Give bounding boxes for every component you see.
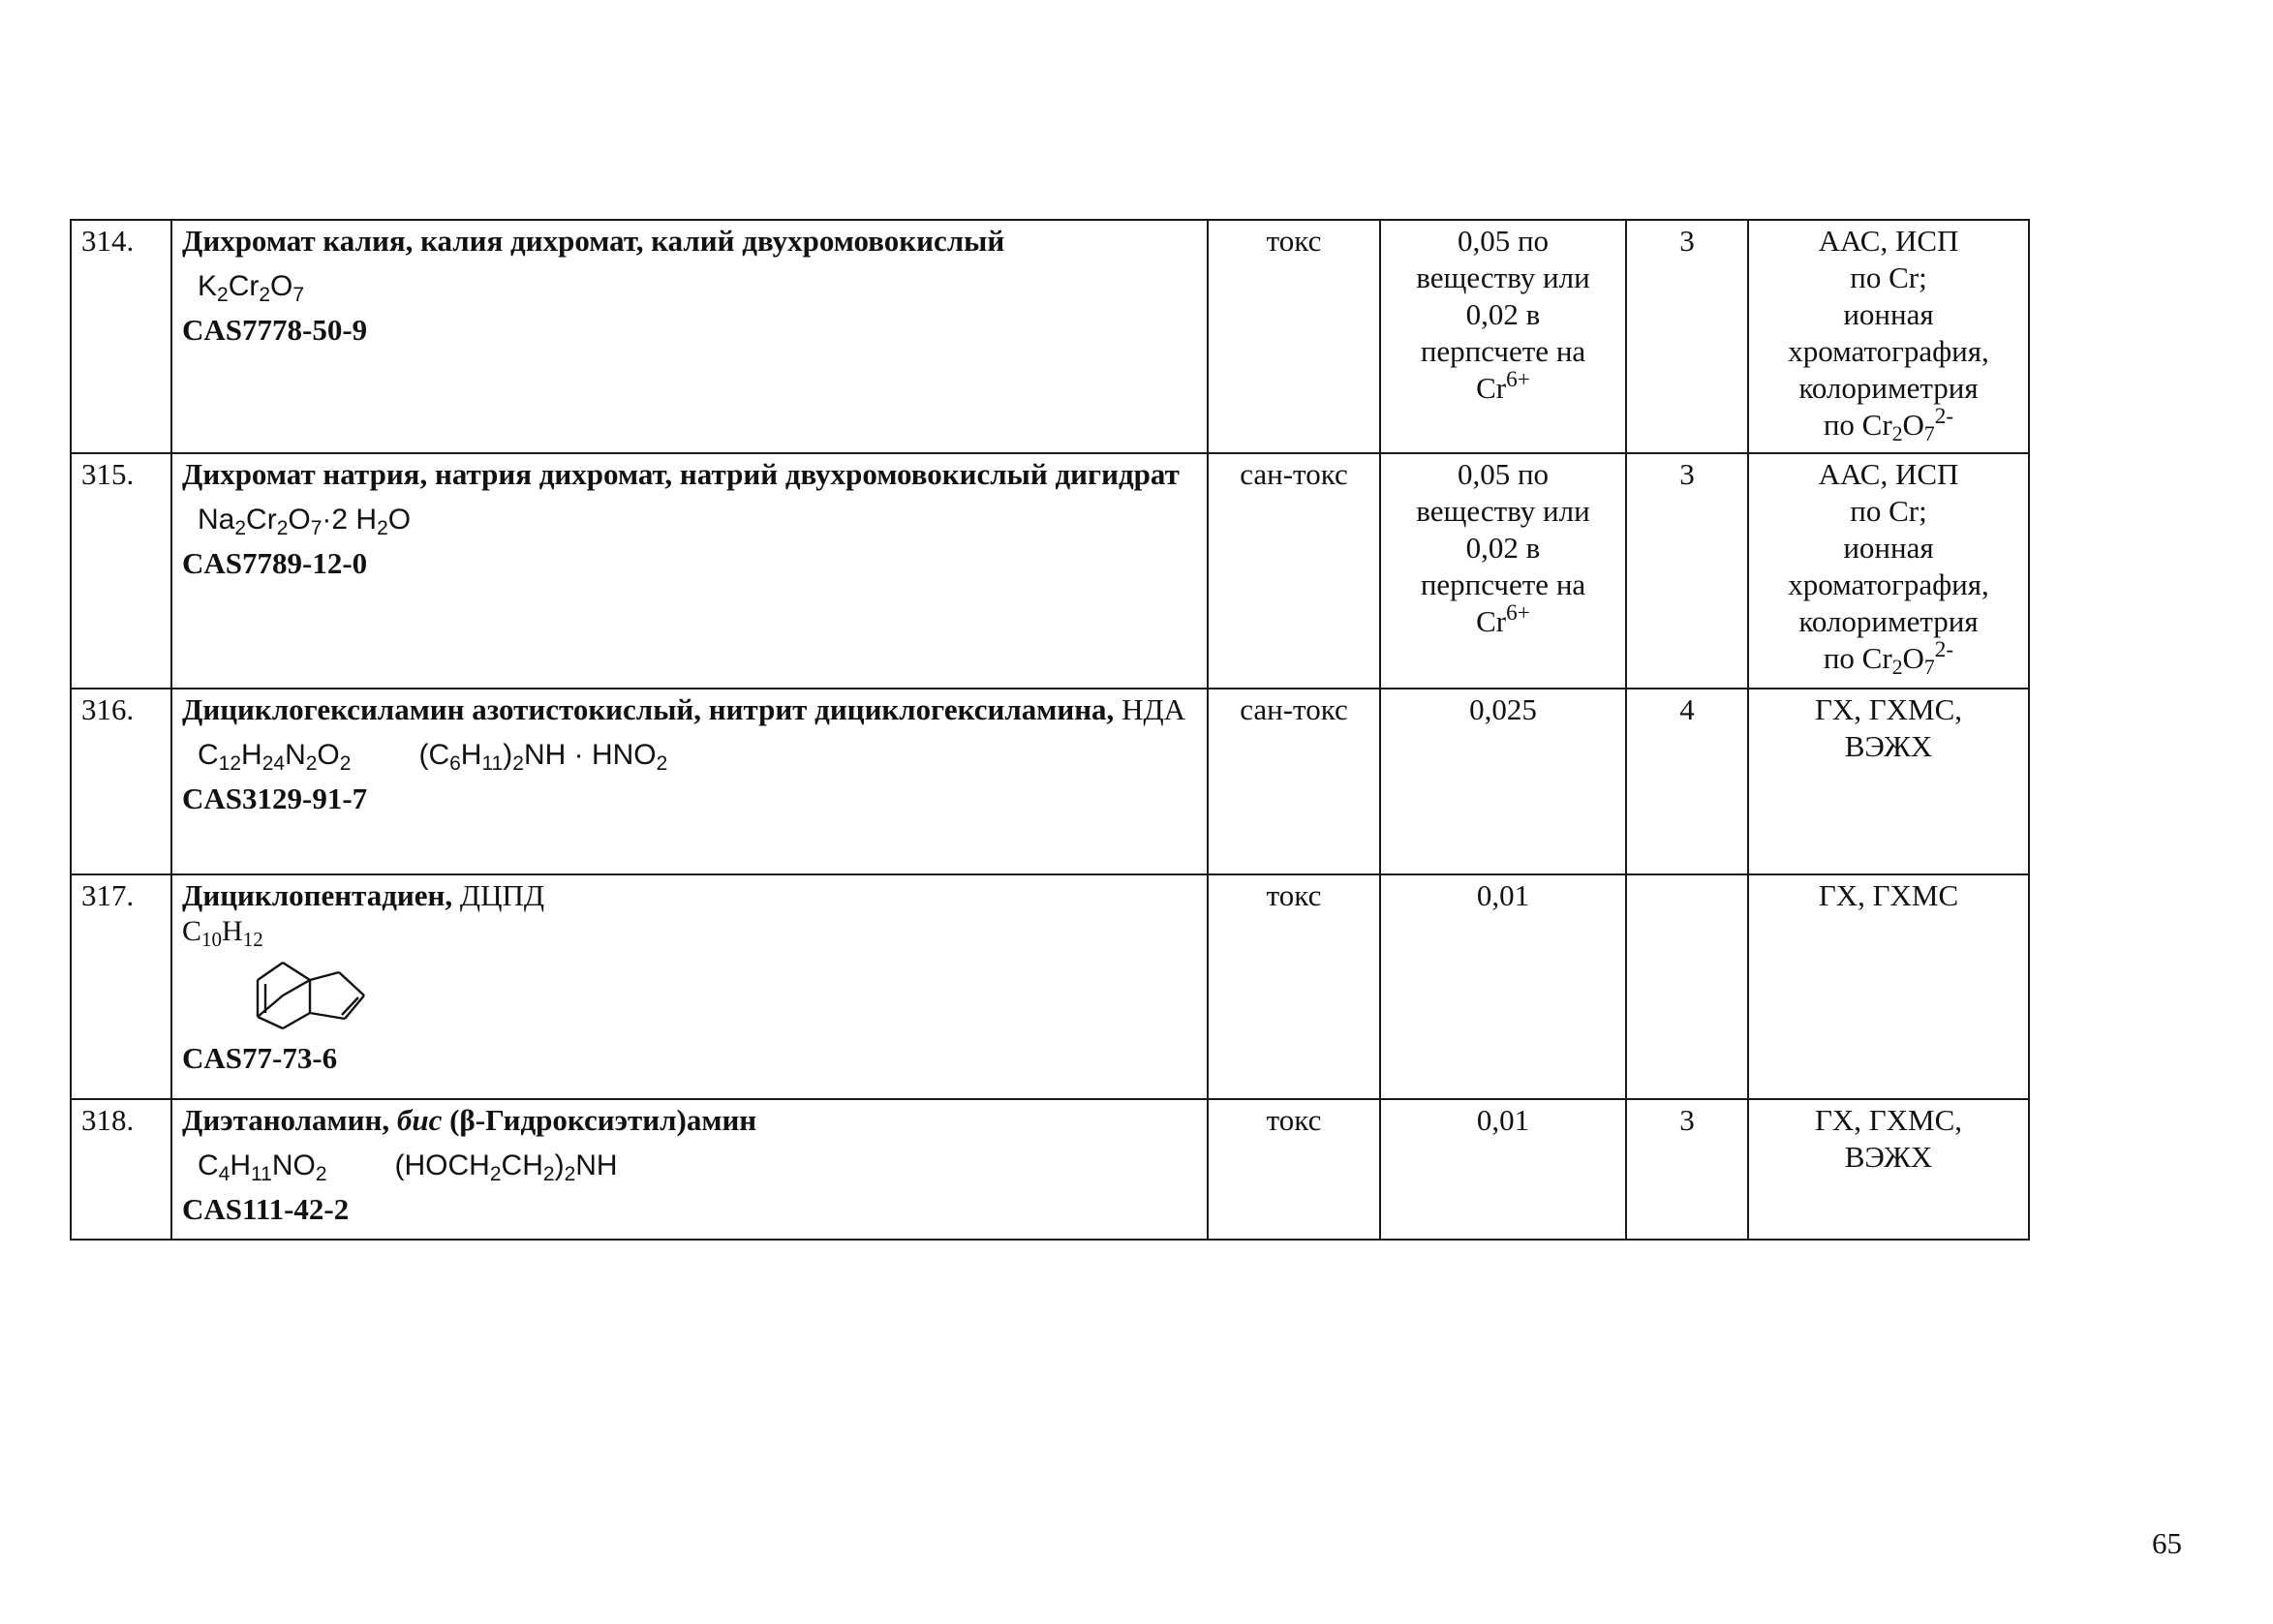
chemical-formula: $Na_2Cr_2O_7\cdot 2$ $H_2O$ — [198, 504, 412, 539]
substance-synonym: НДА — [1121, 692, 1185, 726]
hazard-cell: токс — [1208, 220, 1380, 453]
methods-cell: ААС, ИСП по Cr; ионная хроматография, колориметрия по $Cr_2O_7^{2-}$ — [1748, 453, 2029, 689]
class-cell: 3 — [1626, 453, 1748, 689]
value-cell: 0,025 — [1380, 689, 1626, 874]
chemical-formula: $K_2Cr_2O_7$ — [198, 270, 305, 306]
cas-number: CAS7778-50-9 — [182, 313, 368, 347]
value-cell: 0,01 — [1380, 874, 1626, 1099]
substance-cell — [171, 874, 1208, 1099]
table-row — [71, 689, 2029, 874]
table-row — [71, 220, 2029, 453]
structural-formula: $(HOCH_2CH_2)_2NH$ — [394, 1149, 618, 1185]
chemical-formula: $C_{12}H_{24}N_2O_2$ $(C_6H_{11})_2NH \cdot HNO_2$ — [198, 739, 668, 775]
table-row — [71, 874, 2029, 1099]
cas-number: CAS7789-12-0 — [182, 546, 368, 580]
substance-name: Дициклогексиламин азотистокислый, нитрит дициклогексиламина, НДА — [182, 692, 1185, 726]
value-cell: 0,01 — [1380, 1099, 1626, 1240]
substance-cell — [171, 689, 1208, 874]
substance-name: Диэтаноламин, бис (β-Гидроксиэтил)амин — [182, 1103, 757, 1137]
value-cell: 0,05 по веществу или 0,02 в перпсчете на $Cr^{6+}$ — [1380, 453, 1626, 689]
hazard-cell: сан-токс — [1208, 453, 1380, 689]
substance-cell — [171, 220, 1208, 453]
cas-number: CAS111-42-2 — [182, 1192, 350, 1226]
structural-formula: $(C_6H_{11})_2NH \cdot HNO_2$ — [418, 739, 668, 775]
hazard-cell: токс — [1208, 874, 1380, 1099]
table-row — [71, 1099, 2029, 1240]
methods-cell: ГХ, ГХМС — [1748, 874, 2029, 1099]
substance-name: Дихромат калия, калия дихромат, калий двухромовокислый — [182, 224, 1005, 258]
hazard-cell: токс — [1208, 1099, 1380, 1240]
substance-cell — [171, 453, 1208, 689]
methods-cell: ГХ, ГХМС, ВЭЖХ — [1748, 1099, 2029, 1240]
page-number: 65 — [2152, 1526, 2182, 1560]
cas-number: CAS3129-91-7 — [182, 781, 368, 815]
dicyclopentadiene-structure — [250, 953, 395, 1034]
cas-number: CAS77-73-6 — [182, 1041, 338, 1075]
row-number: 315. — [71, 453, 171, 689]
class-cell: 3 — [1626, 1099, 1748, 1240]
substance-name: Дициклопентадиен, ДЦПД — [182, 878, 544, 912]
substance-name: Дихромат натрия, натрия дихромат, натрий двухромовокислый дигидрат — [182, 457, 1180, 491]
row-number: 317. — [71, 874, 171, 1099]
methods-cell: ААС, ИСП по Cr; ионная хроматография, колориметрия по $Cr_2O_7^{2-}$ — [1748, 220, 2029, 453]
methods-cell: ГХ, ГХМС, ВЭЖХ — [1748, 689, 2029, 874]
chemical-formula: $C_4H_{11}NO_2$ $(HOCH_2CH_2)_2NH$ — [198, 1149, 618, 1185]
substance-cell — [171, 1099, 1208, 1240]
row-number: 318. — [71, 1099, 171, 1240]
hazard-cell: сан-токс — [1208, 689, 1380, 874]
class-cell: 3 — [1626, 220, 1748, 453]
row-number: 316. — [71, 689, 171, 874]
class-cell: 4 — [1626, 689, 1748, 874]
table-row — [71, 453, 2029, 689]
class-cell — [1626, 874, 1748, 1099]
substance-table — [70, 219, 2030, 1241]
row-number: 314. — [71, 220, 171, 453]
substance-synonym: ДЦПД — [459, 878, 544, 912]
value-cell: 0,05 по веществу или 0,02 в перпсчете на $Cr^{6+}$ — [1380, 220, 1626, 453]
chemical-formula: $C_{10}H_{12}$ — [182, 915, 263, 951]
